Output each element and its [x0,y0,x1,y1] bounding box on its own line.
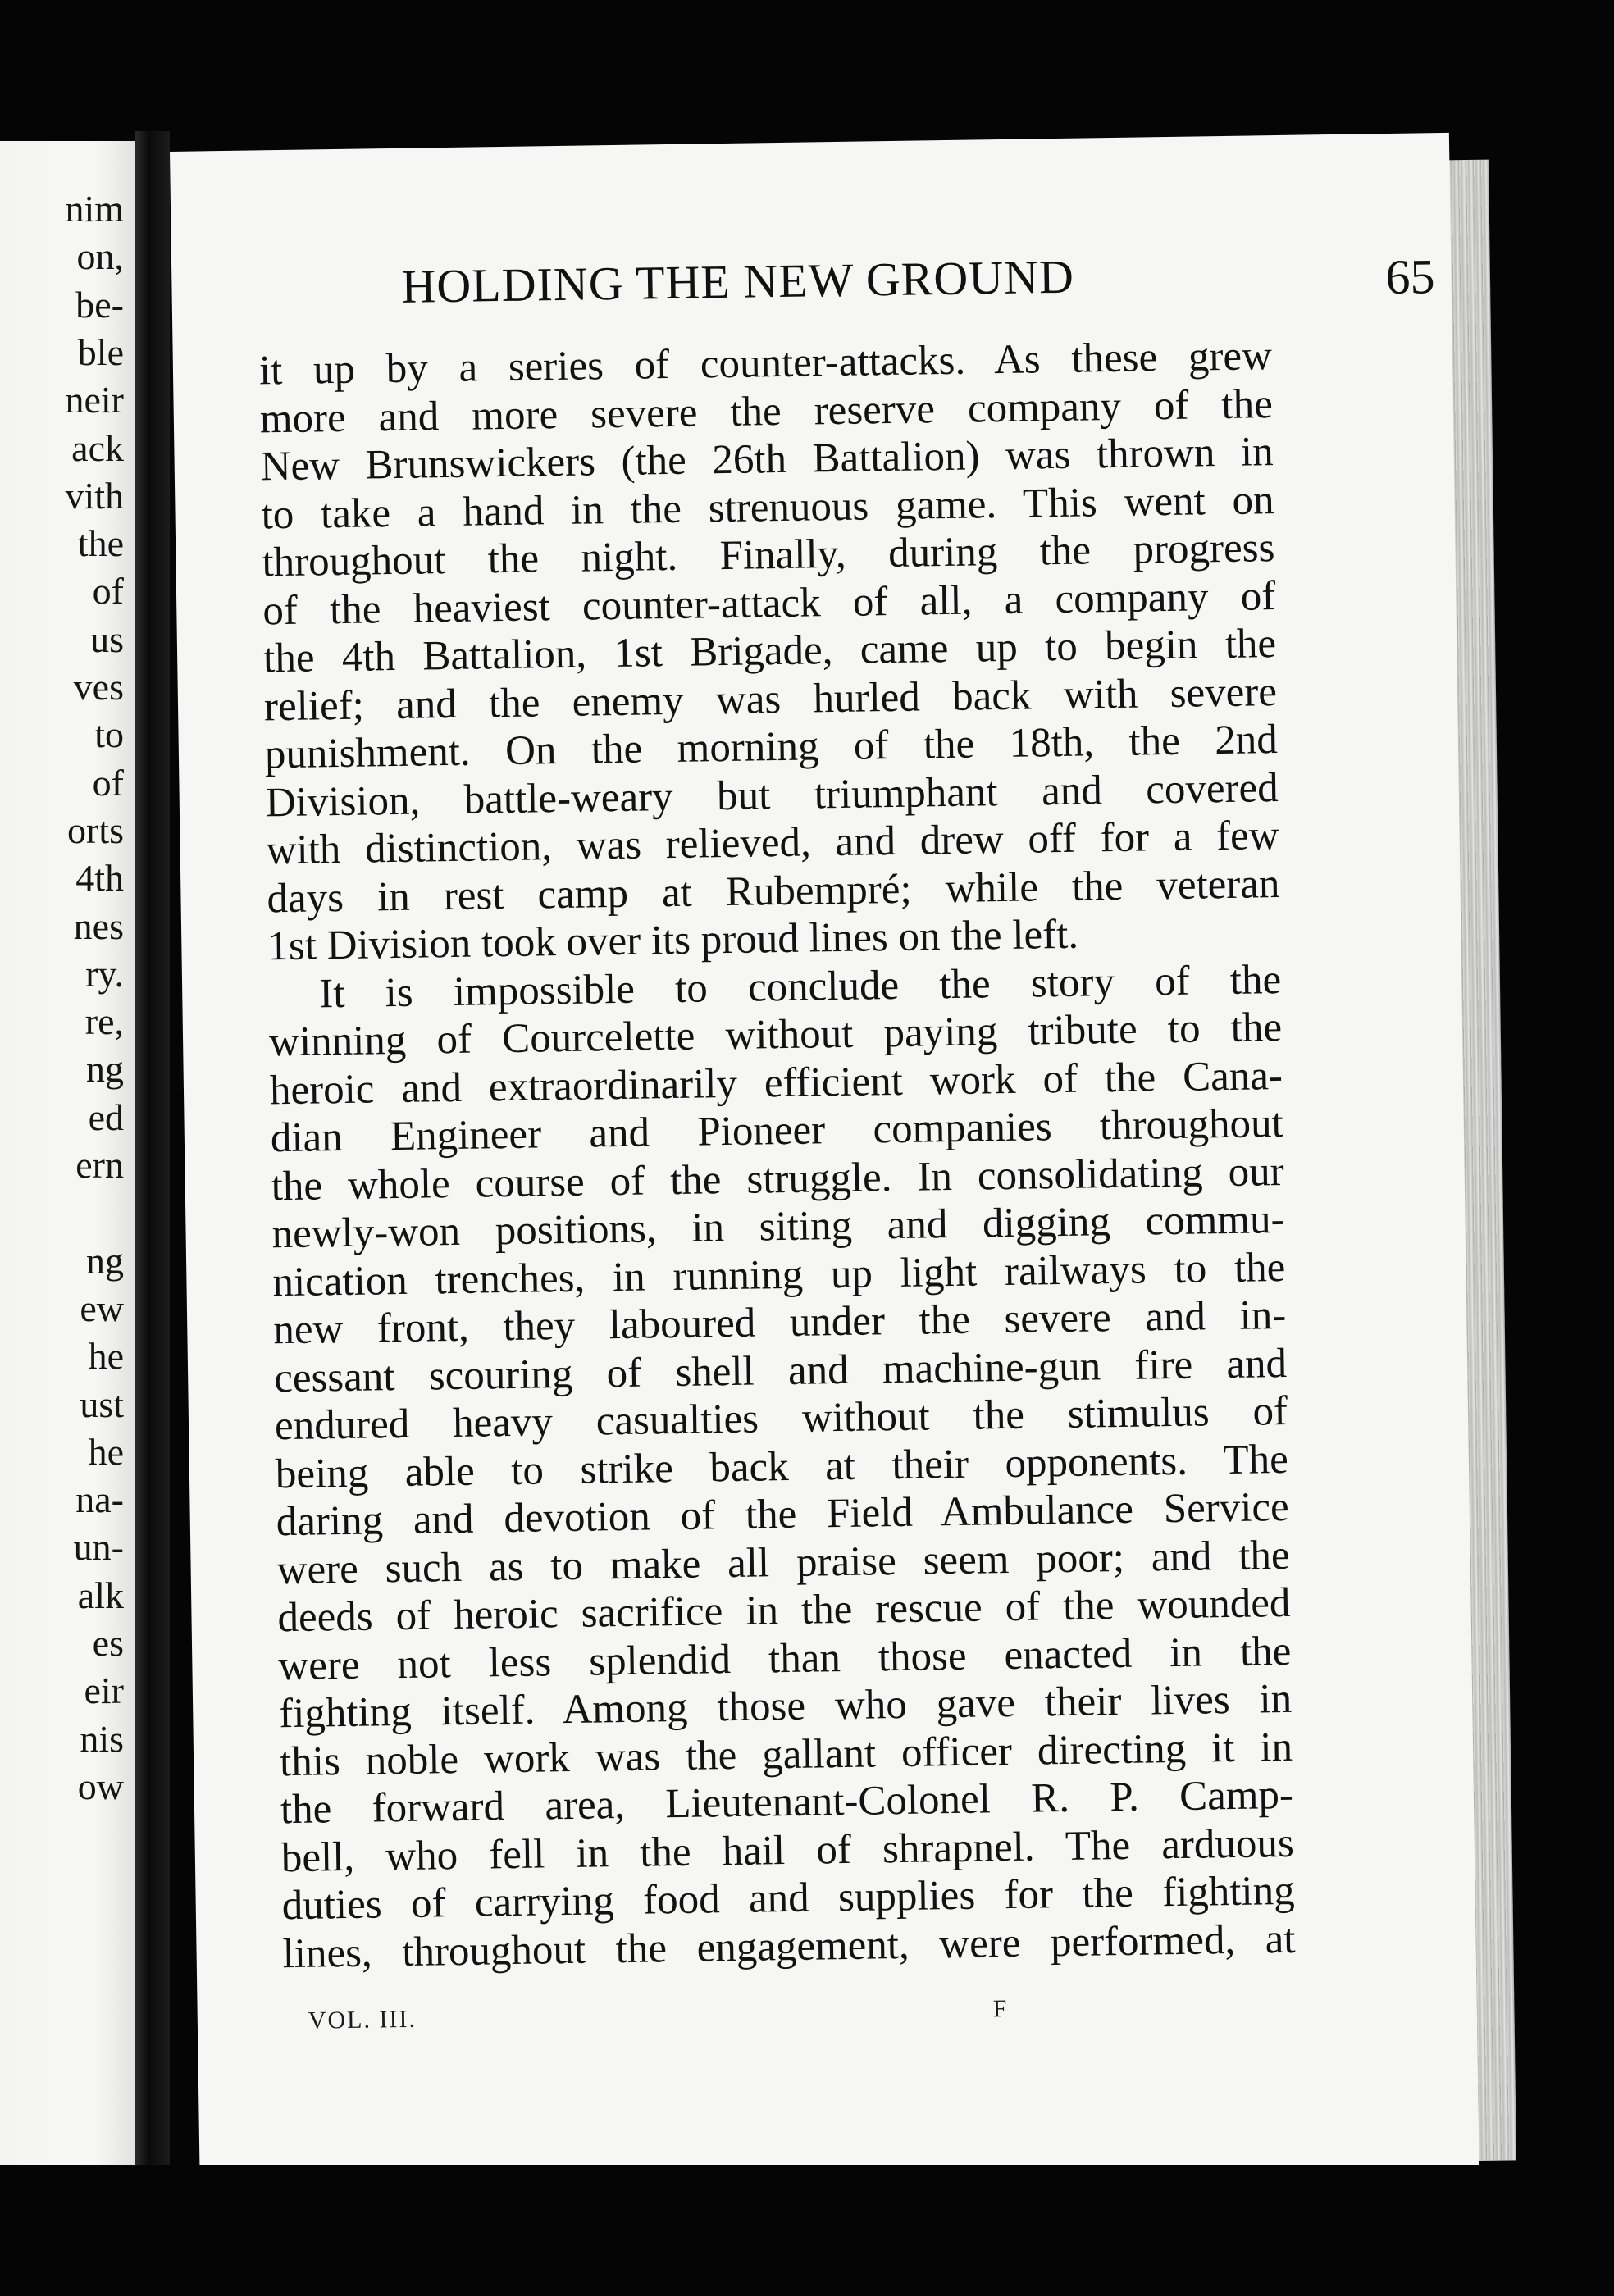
left-page-fragment: on, [76,235,124,278]
text-line: heroic and extraordinarily efficient work of the Cana- [269,1052,1283,1114]
text-line: Division, battle-weary but triumphant and covered [265,764,1279,826]
left-page-fragment: ry. [85,952,124,995]
left-page-fragment: the [77,522,124,565]
left-page-fragment: un- [73,1526,124,1569]
text-line: New Brunswickers (the 26th Battalion) was thrown in [260,429,1274,490]
left-page-fragment: he [88,1335,124,1378]
book-page [170,133,1480,2214]
text-line: It is impossible to conclude the story of the [318,956,1282,1017]
left-page-fragment: ed [88,1096,124,1138]
left-page-fragment: ng [86,1048,124,1091]
text-line: throughout the night. Finally, during the progress [262,525,1275,586]
running-head [401,244,1435,325]
left-page-fragment: es [92,1622,124,1664]
left-page-fragment: to [94,713,124,756]
text-line: with distinction, was relieved, and drew off for a few [266,813,1279,874]
left-page-fragment: nis [80,1717,124,1760]
text-line: more and more severe the reserve company of the [259,380,1274,442]
left-page-fragment: vith [65,474,124,517]
left-page-fragment: of [92,761,124,804]
left-page-fragment: nes [73,904,124,947]
left-page-fragment: ern [75,1144,124,1186]
text-line: 1st Division took over its proud lines on the left. [267,911,1079,970]
left-page-fragment: orts [67,809,124,851]
left-page-fragment: be- [75,283,124,326]
left-page-fragment: us [90,617,124,660]
left-page-fragment: ng [86,1239,124,1282]
scan-background [0,2165,1614,2296]
left-page-fragment: ack [71,426,124,469]
text-line: the whole course of the struggle. In consolidating our [271,1148,1285,1210]
left-page-fragment: alk [77,1574,124,1616]
text-line: winning of Courcelette without paying tribute to the [268,1004,1283,1066]
signature-mark: VOL. III. [308,2005,417,2034]
left-page-fragment: 4th [75,857,124,900]
left-page-fragment: na- [75,1478,124,1521]
left-page-fragment: nim [65,188,124,230]
text-line: the 4th Battalion, 1st Brigade, came up to begin the [262,621,1277,682]
text-line: nication trenches, in running up light railways to the [272,1244,1286,1305]
text-line: new front, they laboured under the severe and in- [272,1292,1287,1354]
text-line: the forward area, Lieutenant-Colonel R. P. Camp- [280,1771,1294,1834]
running-head-title: HOLDING THE NEW GROUND [400,249,1075,313]
text-line: were such as to make all praise seem poor; and the [276,1532,1290,1593]
left-page-fragment: eir [84,1670,124,1712]
gathering-letter: F [992,1995,1007,2023]
left-page-fragment: ble [77,330,124,373]
text-line: punishment. On the morning of the 18th, the 2nd [264,717,1279,778]
text-line: endured heavy casualties without the stimulus of [274,1387,1288,1450]
body-text [259,332,1296,1978]
book-gutter [135,131,170,2181]
text-line: were not less splendid than those enacted in the [277,1628,1292,1689]
left-page-fragment: ew [80,1287,124,1329]
text-line: deeds of heroic sacrifice in the rescue of the wounded [277,1579,1291,1642]
text-line: cessant scouring of shell and machine-gun fire and [273,1340,1288,1401]
text-line: fighting itself. Among those who gave their lives in [278,1675,1293,1738]
left-page-fragment: neir [65,379,124,421]
text-line: newly-won positions, in siting and digging commu- [271,1196,1285,1258]
text-line: being able to strike back at their opponents. The [275,1436,1289,1497]
left-page-fragment: ust [80,1383,124,1425]
text-line: lines, throughout the engagement, were performed, at [282,1916,1296,1977]
text-line: it up by a series of counter-attacks. As these grew [258,333,1273,394]
text-line: of the heaviest counter-attack of all, a company of [262,572,1276,634]
text-line: dian Engineer and Pioneer companies throughout [270,1100,1284,1162]
text-line: daring and devotion of the Field Ambulance Service [276,1483,1290,1546]
left-page-fragment: ow [77,1765,124,1807]
text-line: duties of carrying food and supplies for the fighting [281,1867,1296,1929]
left-page-fragment: ves [73,666,124,708]
page-number: 65 [1384,249,1435,305]
text-line: bell, who fell in the hail of shrapnel. The arduous [280,1820,1295,1881]
left-page-fragment: of [92,570,124,613]
previous-page-edge [0,141,135,2171]
text-line: this noble work was the gallant officer directing it in [279,1724,1293,1785]
text-line: to take a hand in the strenuous game. This went on [261,476,1274,538]
text-line: days in rest camp at Rubempré; while the veteran [267,860,1280,922]
left-page-fragment: he [88,1430,124,1473]
text-line: relief; and the enemy was hurled back with severe [263,668,1278,730]
left-page-fragment: re, [84,1000,124,1043]
